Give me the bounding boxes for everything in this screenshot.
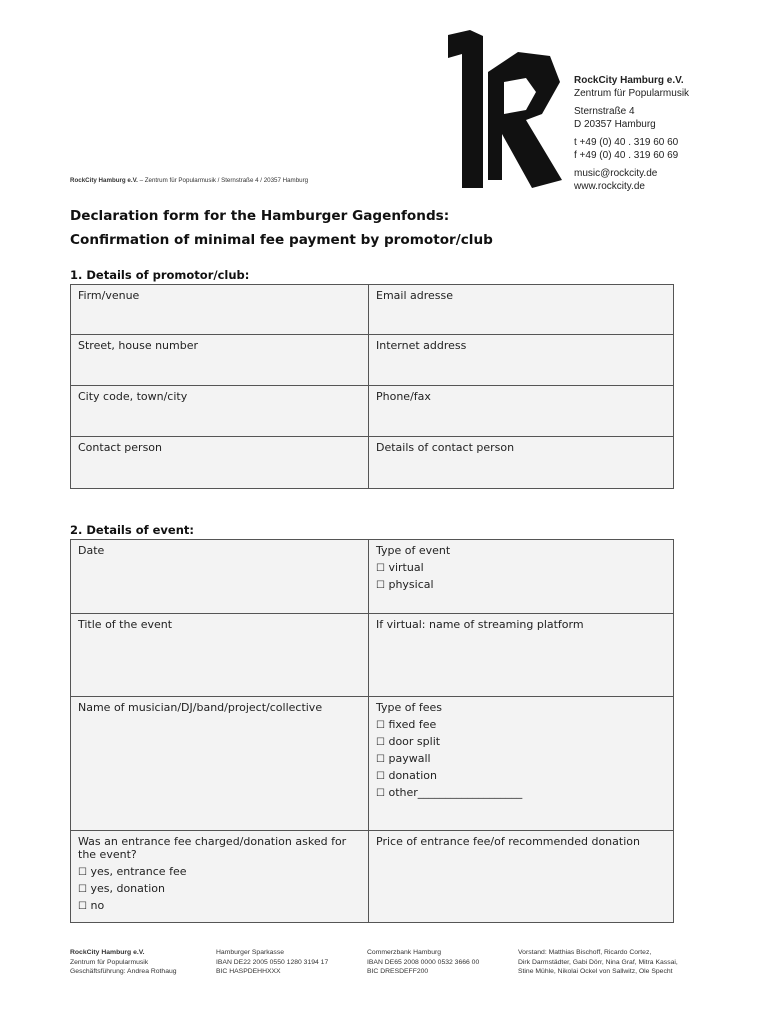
fee-option-donation[interactable] — [376, 769, 666, 782]
footer-bank-1 — [216, 948, 328, 977]
fee-type-cell — [369, 697, 674, 831]
footer-org-name: RockCity Hamburg e.V. — [70, 949, 145, 956]
city-field[interactable] — [71, 386, 369, 437]
board-line-2: Dirk Darmstädter, Gabi Dörr, Nina Graf, Mitra Kassai, — [518, 958, 678, 966]
streaming-platform-label: If virtual: name of streaming platform — [376, 618, 584, 631]
section2-heading: 2. Details of event: — [70, 523, 194, 537]
fee-option-paywall[interactable] — [376, 752, 666, 765]
option-label: paywall — [388, 752, 431, 765]
event-type-option-physical[interactable] — [376, 578, 666, 591]
section1-heading: 1. Details of promotor/club: — [70, 268, 250, 282]
board-line-3: Stine Mühle, Nikolai Ockel von Sallwitz, Ole Specht — [518, 968, 673, 975]
sender-org: RockCity Hamburg e.V. — [70, 177, 138, 184]
option-label: yes, entrance fee — [90, 865, 187, 878]
fee-option-door-split[interactable] — [376, 735, 666, 748]
website: www.rockcity.de — [574, 180, 645, 192]
checkbox-icon[interactable]: ☐ — [376, 720, 385, 731]
checkbox-icon[interactable]: ☐ — [78, 901, 87, 912]
event-details-table — [70, 539, 674, 923]
bank-2-name: Commerzbank Hamburg — [367, 949, 442, 956]
title-line-2: Confirmation of minimal fee payment by promotor/club — [70, 232, 493, 248]
document-title — [70, 204, 493, 252]
fax: f +49 (0) 40 . 319 60 69 — [574, 149, 679, 161]
city-label: City code, town/city — [78, 390, 188, 403]
phone-fax-label: Phone/fax — [376, 390, 431, 403]
contact-person-label: Contact person — [78, 441, 162, 454]
bank-1-name: Hamburger Sparkasse — [216, 949, 284, 956]
checkbox-icon[interactable]: ☐ — [376, 563, 385, 574]
city: D 20357 Hamburg — [574, 118, 656, 130]
musician-name-label: Name of musician/DJ/band/project/collective — [78, 701, 323, 714]
phone-fax-field[interactable] — [369, 386, 674, 437]
entrance-price-field[interactable] — [369, 831, 674, 923]
email-field[interactable] — [369, 285, 674, 335]
entrance-option-fee[interactable] — [78, 865, 361, 878]
option-label: donation — [388, 769, 437, 782]
bank-1-iban: IBAN DE22 2005 0550 1280 3194 17 — [216, 958, 329, 966]
letterhead-address — [574, 75, 689, 193]
date-label: Date — [78, 544, 105, 557]
bank-2-iban: IBAN DE65 2008 0000 0532 3666 00 — [367, 958, 480, 966]
fee-option-fixed[interactable] — [376, 718, 666, 731]
footer-org-subtitle: Zentrum für Popularmusik — [70, 958, 149, 966]
org-subtitle: Zentrum für Popularmusik — [574, 87, 690, 99]
option-label: no — [90, 899, 105, 912]
footer-bank-2 — [367, 948, 479, 977]
option-label: fixed fee — [388, 718, 437, 731]
internet-address-label: Internet address — [376, 339, 467, 352]
sender-line — [70, 177, 308, 184]
date-field[interactable] — [71, 540, 369, 614]
footer-board — [518, 948, 678, 977]
event-title-field[interactable] — [71, 614, 369, 697]
email: music@rockcity.de — [574, 168, 658, 179]
email-label: Email adresse — [376, 289, 454, 302]
fee-option-other[interactable] — [376, 786, 666, 799]
firm-venue-label: Firm/venue — [78, 289, 140, 302]
checkbox-icon[interactable]: ☐ — [376, 737, 385, 748]
footer-management: Geschäftsführung: Andrea Rothaug — [70, 968, 177, 975]
event-title-label: Title of the event — [78, 618, 173, 631]
entrance-price-label: Price of entrance fee/of recommended donation — [376, 835, 640, 848]
entrance-fee-question: Was an entrance fee charged/donation asked for the event? — [78, 835, 347, 861]
checkbox-icon[interactable]: ☐ — [376, 788, 385, 799]
event-type-label: Type of event — [376, 544, 451, 557]
promotor-details-table — [70, 284, 674, 489]
footer-org — [70, 948, 177, 977]
bank-1-bic: BIC HASPDEHHXXX — [216, 968, 281, 975]
option-label: physical — [388, 578, 434, 591]
internet-address-field[interactable] — [369, 335, 674, 386]
option-label: virtual — [388, 561, 424, 574]
entrance-fee-cell — [71, 831, 369, 923]
street-label: Street, house number — [78, 339, 199, 352]
entrance-option-donation[interactable] — [78, 882, 361, 895]
option-label: door split — [388, 735, 441, 748]
option-label: yes, donation — [90, 882, 165, 895]
contact-details-label: Details of contact person — [376, 441, 515, 454]
contact-details-field[interactable] — [369, 437, 674, 489]
checkbox-icon[interactable]: ☐ — [78, 884, 87, 895]
phone: t +49 (0) 40 . 319 60 60 — [574, 137, 679, 148]
title-line-1: Declaration form for the Hamburger Gagenfonds: — [70, 208, 450, 224]
firm-venue-field[interactable] — [71, 285, 369, 335]
option-label: other___________________ — [388, 786, 523, 799]
org-name: RockCity Hamburg e.V. — [574, 75, 684, 86]
checkbox-icon[interactable]: ☐ — [78, 867, 87, 878]
checkbox-icon[interactable]: ☐ — [376, 771, 385, 782]
sender-address: – Zentrum für Popularmusik / Sternstraße 4 / 20357 Hamburg — [137, 177, 309, 184]
checkbox-icon[interactable]: ☐ — [376, 580, 385, 591]
rockcity-logo-icon — [440, 30, 565, 190]
checkbox-icon[interactable]: ☐ — [376, 754, 385, 765]
event-type-option-virtual[interactable] — [376, 561, 666, 574]
street: Sternstraße 4 — [574, 106, 635, 117]
musician-name-field[interactable] — [71, 697, 369, 831]
bank-2-bic: BIC DRESDEFF200 — [367, 968, 429, 975]
event-type-cell — [369, 540, 674, 614]
contact-person-field[interactable] — [71, 437, 369, 489]
board-line-1: Vorstand: Matthias Bischoff, Ricardo Cortez, — [518, 949, 652, 956]
entrance-option-no[interactable] — [78, 899, 361, 912]
street-field[interactable] — [71, 335, 369, 386]
streaming-platform-field[interactable] — [369, 614, 674, 697]
fee-type-label: Type of fees — [376, 701, 442, 714]
